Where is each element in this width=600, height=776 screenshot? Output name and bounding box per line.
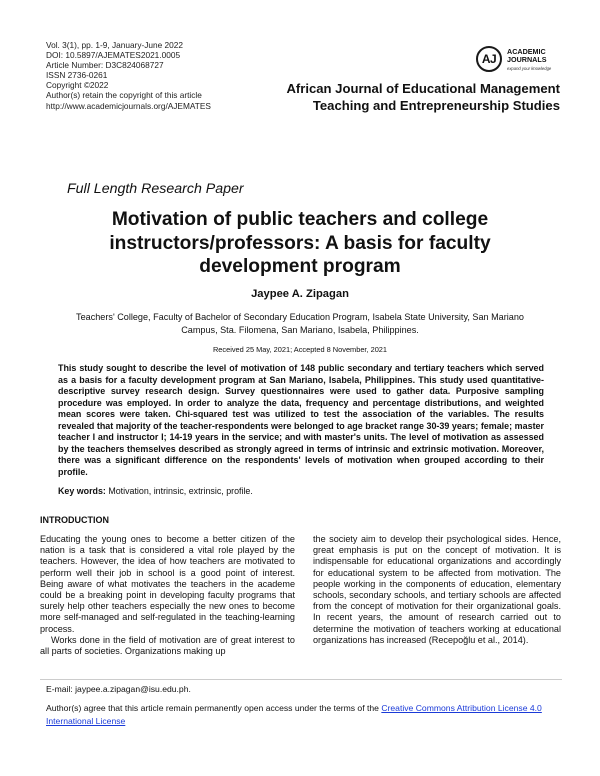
logo-wordmark (507, 48, 547, 63)
journal-title-line-1: African Journal of Educational Management (286, 81, 560, 96)
meta-url: http://www.academicjournals.org/AJEMATES (46, 100, 211, 111)
author-name: Jaypee A. Zipagan (251, 288, 349, 300)
paragraph: Educating the young ones to become a better citizen of the nation is a task that is considered a vital role played by the teachers. However, the idea of how teachers are motivated to perform well their job in school is a good point of interest. Being aware of what motivates the teachers in the academe could be a breaking point in developing faculty programs that surely help other teachers especially the new ones to become more self-managed and self-regulated in the teaching-learning process. (40, 534, 295, 634)
keywords-label: Key words: (58, 486, 106, 496)
meta-author-rights: Author(s) retain the copyright of this article (46, 90, 202, 101)
meta-article-number: Article Number: D3C824068727 (46, 60, 164, 71)
body-column-right (313, 534, 561, 646)
paragraph: the society aim to develop their psychological sides. Hence, great emphasis is put on the concept of motivation. It is indispensable for educational organizations and accordingly for educational system to be affected from motivation. The people working in the components of education, elementary schools, secondary schools, and tertiary schools are affected from the concept of motivation for their organizational goals. In recent years, the amount of research carried out to determine the motivation of teachers working at educational organizations has increased (Recepoğlu et al., 2014). (313, 534, 561, 645)
keywords (58, 486, 253, 496)
author-affiliation (58, 311, 542, 337)
body-column-left (40, 534, 295, 657)
license-text: Author(s) agree that this article remain permanently open access under the terms of the (46, 703, 382, 713)
paragraph: Works done in the field of motivation are of great interest to all parts of societies. Organizations making up (40, 634, 295, 657)
academic-journals-logo (476, 46, 562, 76)
logo-mark: AJ (476, 46, 502, 72)
license-notice (46, 702, 562, 727)
meta-volume: Vol. 3(1), pp. 1-9, January-June 2022 (46, 40, 183, 50)
section-heading-introduction: INTRODUCTION (40, 515, 109, 525)
author-email: E-mail: jaypee.a.zipagan@isu.edu.ph. (46, 684, 191, 694)
footer-divider (40, 679, 562, 680)
paper-title: Motivation of public teachers and college instructors/professors: A basis for faculty development program (109, 209, 491, 278)
article-metadata (46, 40, 211, 111)
received-accepted-dates: Received 25 May, 2021; Accepted 8 November, 2021 (212, 345, 388, 354)
paper-type: Full Length Research Paper (67, 181, 244, 197)
meta-doi: DOI: 10.5897/AJEMATES2021.0005 (46, 50, 181, 61)
logo-tagline: expand your knowledge (507, 66, 552, 71)
journal-title-line-2: Teaching and Entrepreneurship Studies (312, 98, 560, 113)
abstract: This study sought to describe the level of motivation of 148 public secondary and tertiary teachers which served as a basis for a faculty development program at San Mariano, Isabela, Philippines. This study used quantitative-descriptive survey research design. Survey questionnaires were used to gather data. Purposive sampling procedure was employed. In order to analyze the data, frequency and percentage distributions, and weighted mean scores were taken. Chi-squared test was utilized to test the association of the variables. The results revealed that majority of the teacher-respondents were belonged to age bracket range 30-39 years; female; master teacher I and instructor I; 14-19 years in the service; and with master's units. The level of motivation as assessed by the teachers themselves described as strongly agreed in terms of intrinsic and extrinsic motivation. Moreover, there was a significant difference on the respondents' levels of motivation when grouped according to their profile. (58, 363, 544, 477)
journal-title (286, 80, 560, 114)
meta-issn: ISSN 2736-0261 (46, 70, 108, 81)
license-link[interactable]: Creative Commons Attribution License 4.0 International License (46, 703, 542, 726)
logo-line-2: JOURNALS (507, 54, 547, 64)
keywords-list: Motivation, intrinsic, extrinsic, profile. (108, 486, 253, 496)
logo-line-1: ACADEMIC (507, 47, 546, 56)
meta-copyright: Copyright ©2022 (46, 80, 109, 91)
affiliation-line-2: Campus, Sta. Filomena, San Mariano, Isabela, Philippines. (181, 325, 419, 335)
affiliation-line-1: Teachers' College, Faculty of Bachelor of Secondary Education Program, Isabela State University, San Mariano (76, 312, 524, 322)
